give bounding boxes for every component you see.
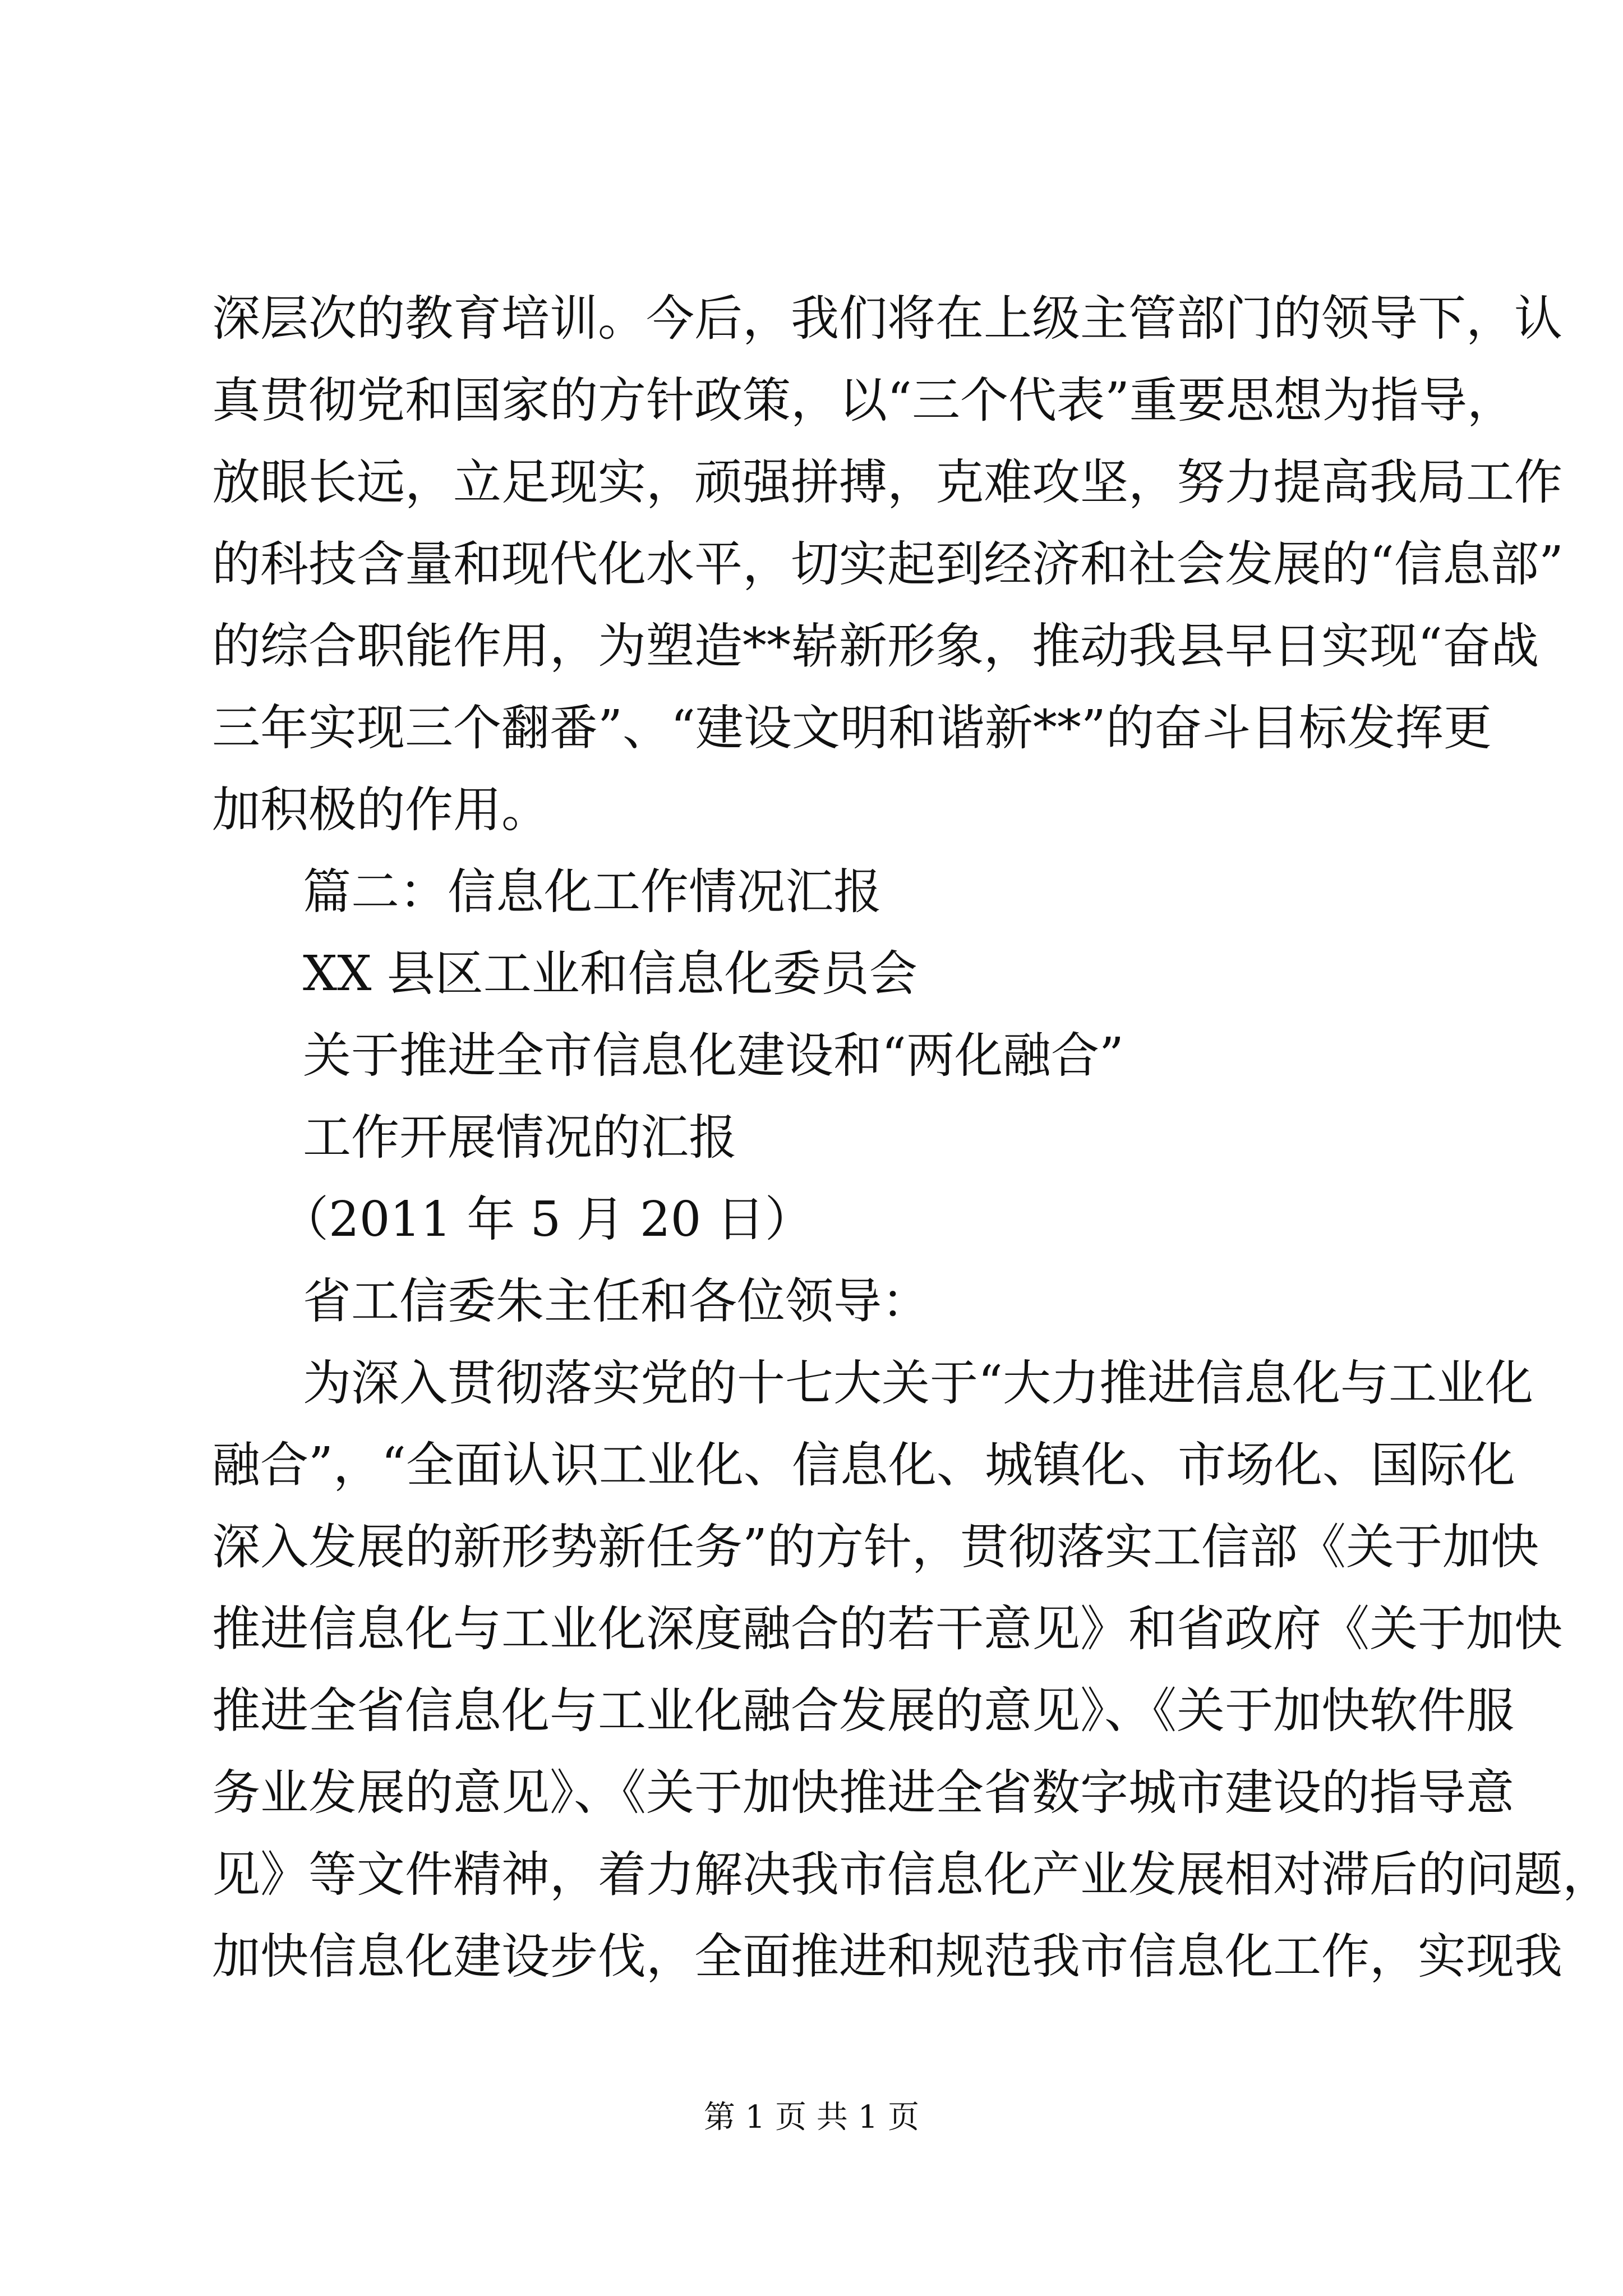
body-text-line: 加积极的作用。 — [212, 782, 550, 838]
organization-name: XX 县区工业和信息化委员会 — [303, 946, 917, 1002]
body-text-line: 深层次的教育培训。今后，我们将在上级主管部门的领导下，认 — [212, 291, 1562, 347]
body-text-line: 的综合职能作用，为塑造**崭新形象，推动我县早日实现“奋战 — [212, 618, 1539, 674]
body-text-line: 深入发展的新形势新任务”的方针，贯彻落实工信部《关于加快 — [212, 1519, 1539, 1575]
report-date: （2011 年 5 月 20 日） — [280, 1191, 813, 1248]
body-text-line: 务业发展的意见》、《关于加快推进全省数字城市建设的指导意 — [212, 1765, 1514, 1821]
salutation: 省工信委朱主任和各位领导： — [303, 1273, 930, 1329]
report-title-line: 工作开展情况的汇报 — [303, 1110, 737, 1166]
body-text-line: 加快信息化建设步伐，全面推进和规范我市信息化工作，实现我 — [212, 1929, 1562, 1985]
body-text-line: 融合”，“全面认识工业化、信息化、城镇化、市场化、国际化 — [212, 1437, 1515, 1493]
body-text-line: 见》等文件精神，着力解决我市信息化产业发展相对滞后的问题， — [212, 1847, 1611, 1903]
page-number-footer: 第 1 页 共 1 页 — [703, 2099, 920, 2136]
body-text-line: 三年实现三个翻番”、“建设文明和谐新**”的奋斗目标发挥更 — [212, 700, 1492, 756]
section-heading: 篇二：信息化工作情况汇报 — [303, 864, 882, 920]
body-text-line: 真贯彻党和国家的方针政策，以“三个代表”重要思想为指导， — [212, 372, 1515, 429]
report-title-line: 关于推进全市信息化建设和“两化融合” — [303, 1028, 1124, 1084]
body-text-line: 的科技含量和现代化水平，切实起到经济和社会发展的“信息部” — [212, 536, 1564, 592]
body-text-line: 为深入贯彻落实党的十七大关于“大力推进信息化与工业化 — [303, 1355, 1533, 1411]
body-text-line: 推进信息化与工业化深度融合的若干意见》和省政府《关于加快 — [212, 1601, 1562, 1657]
body-text-line: 推进全省信息化与工业化融合发展的意见》、《关于加快软件服 — [212, 1683, 1514, 1739]
body-text-line: 放眼长远，立足现实，顽强拼搏，克难攻坚，努力提高我局工作 — [212, 454, 1562, 510]
